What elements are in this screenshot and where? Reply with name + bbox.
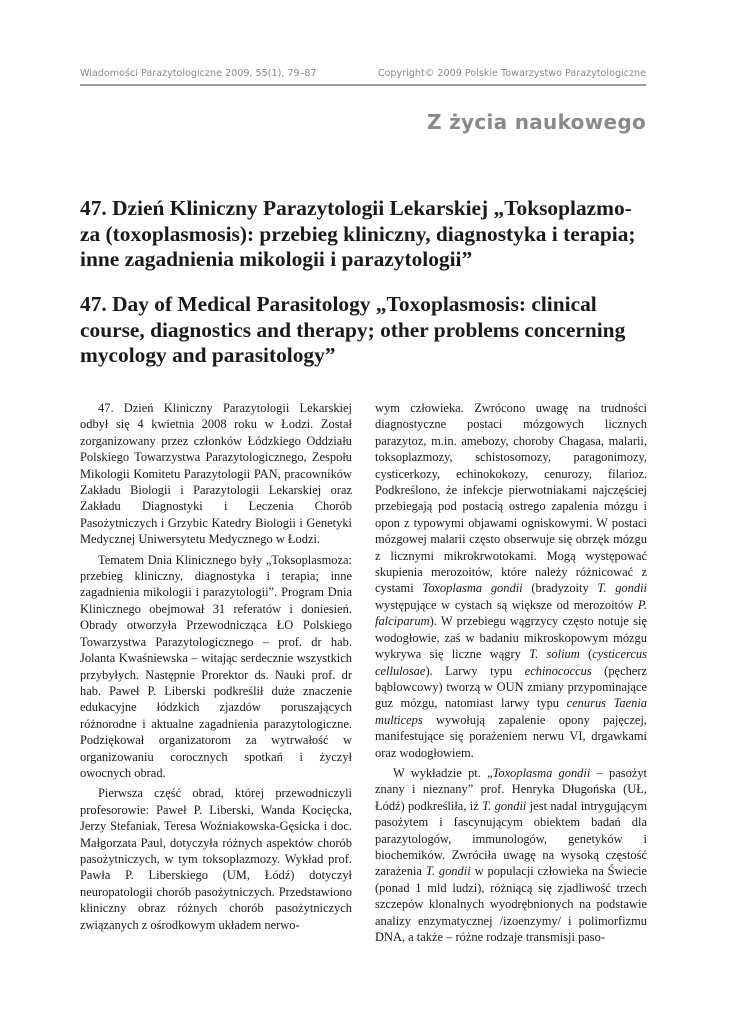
copyright-notice: Copyright© 2009 Polskie Towarzystwo Parazytologiczne: [377, 68, 646, 79]
paragraph: Tematem Dnia Klinicznego były „Toksoplasmoza: przebieg kliniczny, diagnostyka i terapia; inne zagadnienia mikologii i parazytologii”. Program Dnia Klinicznego obejmował 31 referatów i doniesień. Obrady otworzyła Przewodnicząca ŁO Polskiego Towarzystwa Parazytologicznego – prof. dr hab. Jolanta Kwaśniewska – witając serdecznie wszystkich przybyłych. Następnie Prorektor ds. Nauki prof. dr hab. Paweł P. Liberski podkreślił duże znaczenie edukacyjne łódzkich zjazdów poruszających różnorodne i aktualne zagadnienia parazytologiczne. Podziękował organizatorom za wytrwałość w organizowaniu corocznych spotkań i życzył owocnych obrad.: [80, 552, 352, 780]
running-header: [80, 68, 646, 86]
right-column: [375, 400, 647, 945]
journal-citation: Wiadomości Parazytologiczne 2009, 55(1), 79–87: [80, 68, 317, 79]
paragraph: Pierwsza część obrad, której przewodniczyli profesorowie: Paweł P. Liberski, Wanda Kocięcka, Jerzy Stefaniak, Teresa Woźniakowska-Gęsicka i doc. Małgorzata Paul, dotyczyła różnych aspektów chorób pasożytniczych, w tym toksoplazmozy. Wykład prof. Pawła P. Liberskiego (UM, Łódź) dotyczył neuropatologii chorób pasożytniczych. Przedstawiono kliniczny obraz różnych chorób pasożytniczych związanych z ośrodkowym układem nerwo-: [80, 786, 352, 932]
title-polish: 47. Dzień Kliniczny Parazytologii Lekarskiej „Toksoplazmo-za (toxoplasmosis): przebieg kliniczny, diagnostyka i terapia; inne zagadnienia mikologii i parazytologii”: [80, 196, 636, 271]
left-column: [80, 400, 352, 933]
paragraph: 47. Dzień Kliniczny Parazytologii Lekarskiej odbył się 4 kwietnia 2008 roku w Łodzi. Został zorganizowany przez członków Łódzkiego Oddziału Polskiego Towarzystwa Parazytologicznego, Zespołu Mikologii Komitetu Parazytologii PAN, pracowników Zakładu Biologii i Parazytologii Lekarskiej oraz Zakładu Diagnostyki i Leczenia Chorób Pasożytniczych i Grzybic Katedry Biologii i Genetyki Medycznej Uniwersytetu Medycznego w Łodzi.: [80, 401, 352, 547]
paragraph: W wykładzie pt. „Toxoplasma gondii – pasożyt znany i nieznany” prof. Henryka Długońska (UŁ, Łódź) podkreśliła, iż T. gondii jest nadal intrygującym pasożytem i fascynującym obiektem badań dla parazytologów, immunologów, genetyków i biochemików. Zwróciła uwagę na wysoką częstość zarażenia T. gondii w populacji człowieka na Świecie (ponad 1 mld ludzi), różniącą się zjadliwość trzech szczepów klonalnych wyodrębnionych na podstawie analizy enzymatycznej /izoenzymy/ i polimorfizmu DNA, a także – różne rodzaje transmisji paso-: [375, 765, 648, 944]
paragraph: wym człowieka. Zwrócono uwagę na trudności diagnostyczne postaci mózgowych licznych parazytoz, m.in. amebozy, choroby Chagasa, malarii, toksoplazmozy, schistosomozy, paragonimozy, cysticerkozy, echinokokozy, cenurozy, filarioz. Podkreślono, że infekcje pierwotniakami najczęściej przebiegają pod postacią ostrego zapalenia mózgu i opon z typowymi objawami ogniskowymi. W postaci mózgowej malarii często obserwuje się obrzęk mózgu z licznymi mikrokrwotokami. Mogą występować skupienia merozoitów, które należy różnicować z cystami Toxoplasma gondii (bradyzoity T. gondii występujące w cystach są większe od merozoitów P. falciparum). W przebiegu wągrzycy często notuje się wodogłowie, zaś w badaniu mikroskopowym mózgu wykrywa się liczne wągry T. solium (cysticercus cellulosae). Larwy typu echinococcus (pęcherz bąblowcowy) tworzą w OUN zmiany przypominające guz mózgu, natomiast larwy typu cenurus Taenia multiceps wywołują zapalenie opony pajęczej, manifestujące się porażeniem nerwu VI, drgawkami oraz wodogłowiem.: [375, 401, 648, 760]
title-english: 47. Day of Medical Parasitology „Toxoplasmosis: clinical course, diagnostics and therapy; other problems concerning mycology and parasitology”: [80, 292, 626, 367]
section-label: Z życia naukowego: [427, 110, 646, 134]
